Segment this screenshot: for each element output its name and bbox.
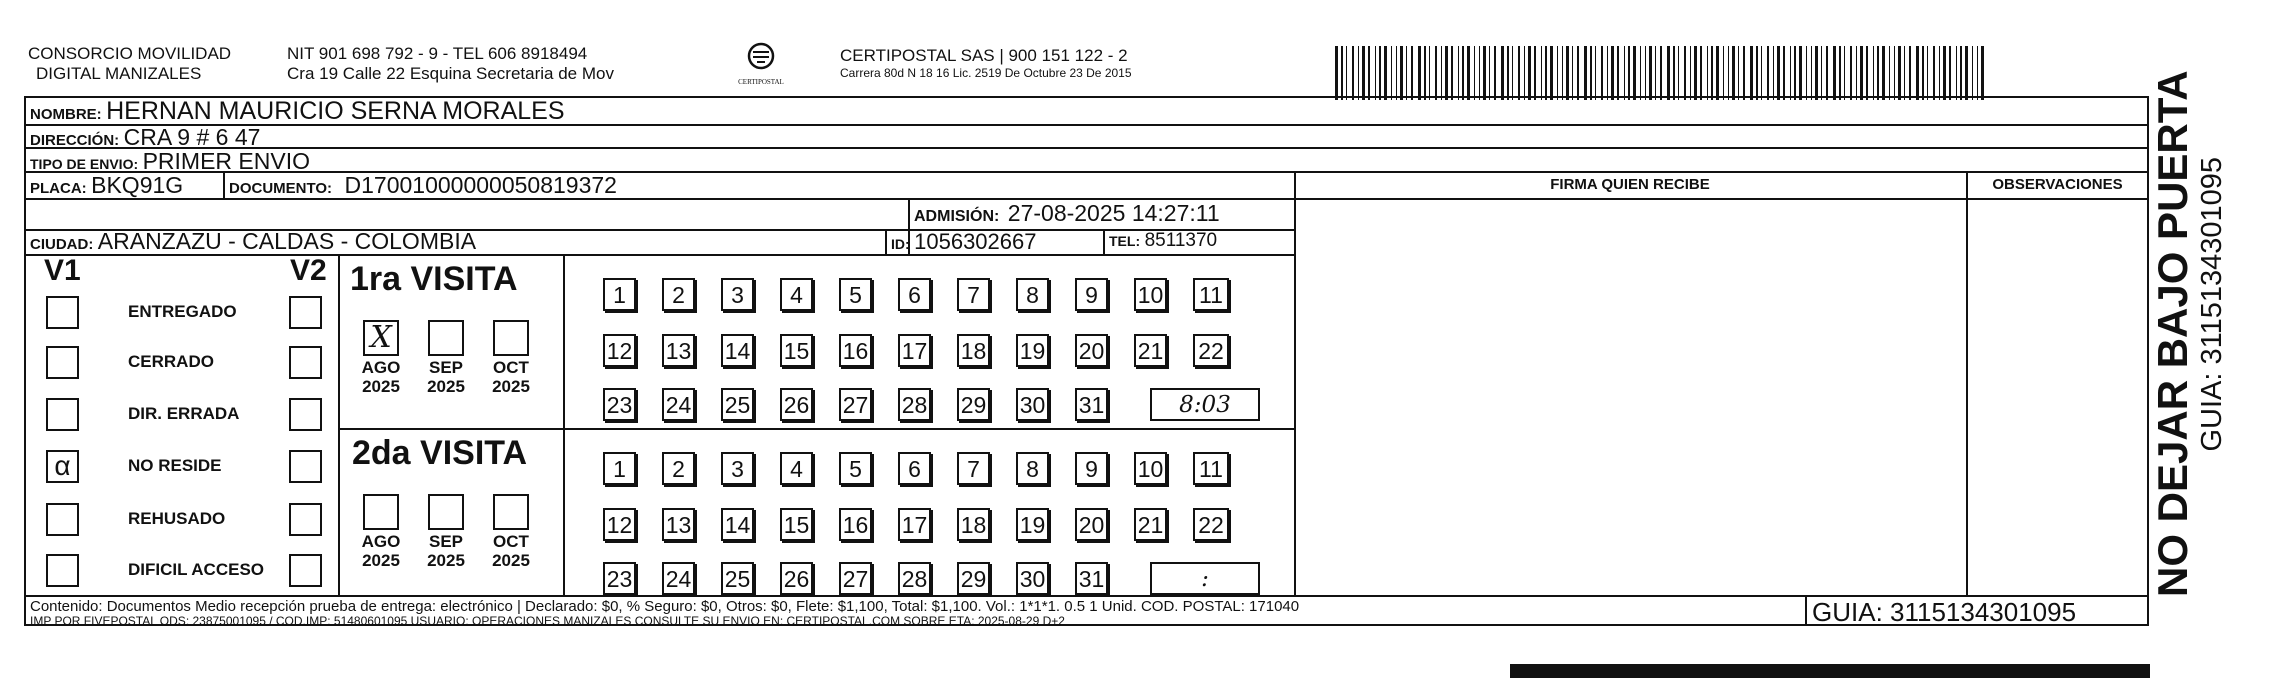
reason-label: ENTREGADO [128,302,237,321]
day-box[interactable]: 27 [839,388,872,421]
day-box[interactable]: 1 [603,452,636,485]
day-box[interactable]: 8 [1016,278,1049,311]
day-box[interactable]: 5 [839,452,872,485]
month-label: OCT 2025 [492,532,530,570]
v1-checkbox[interactable]: α [46,450,79,483]
day-box[interactable]: 4 [780,452,813,485]
reason-label: CERRADO [128,352,214,371]
side-notice [2149,70,2260,597]
barcode [1335,46,1990,100]
reason-label: DIR. ERRADA [128,404,240,423]
observations-area[interactable] [1968,200,2147,593]
address-label: DIRECCIÓN: [30,132,120,149]
city-label: CIUDAD: [30,236,94,253]
day-box[interactable]: 15 [780,508,813,541]
day-box[interactable]: 17 [898,334,931,367]
day-box[interactable]: 30 [1016,388,1049,421]
admission-value: 27-08-2025 14:27:11 [1007,200,1220,226]
do-not-leave-notice: NO DEJAR BAJO PUERTA [2149,70,2196,597]
day-box[interactable]: 22 [1193,508,1229,541]
day-box[interactable]: 31 [1075,388,1108,421]
day-box[interactable]: 3 [721,452,754,485]
month-label: OCT 2025 [492,358,530,396]
day-box[interactable]: 3 [721,278,754,311]
day-box[interactable]: 6 [898,452,931,485]
month-label: AGO 2025 [361,532,401,570]
side-guide-number: GUIA: 3115134301095 [2196,157,2228,452]
visit1-title: 1ra VISITA [350,260,518,298]
day-box[interactable]: 12 [603,334,636,367]
tel-value: 8511370 [1144,230,1218,251]
day-box[interactable]: 5 [839,278,872,311]
month-checkbox[interactable] [428,494,464,530]
bottom-bar [1510,664,2150,678]
v2-checkbox[interactable] [289,503,322,536]
day-box[interactable]: 4 [780,278,813,311]
day-box[interactable]: 16 [839,334,872,367]
month-label: SEP 2025 [427,358,465,396]
plate-value: BKQ91G [91,172,184,198]
day-box[interactable]: 15 [780,334,813,367]
v1-header: V1 [44,254,81,287]
day-box[interactable]: 2 [662,278,695,311]
day-box[interactable]: 11 [1193,278,1229,311]
reason-label: NO RESIDE [128,456,222,475]
tel-label: TEL: [1109,233,1141,249]
day-box[interactable]: 7 [957,278,990,311]
id-row [891,229,1036,255]
day-box[interactable]: 9 [1075,452,1108,485]
day-box[interactable]: 1 [603,278,636,311]
day-box[interactable]: 12 [603,508,636,541]
day-box[interactable]: 9 [1075,278,1108,311]
document-value: D17001000000050819372 [344,172,617,198]
footer-guide-number: GUIA: 3115134301095 [1812,597,2077,627]
reason-label: DIFICIL ACCESO [128,560,265,579]
day-box[interactable]: 21 [1134,508,1167,541]
day-box[interactable]: 21 [1134,334,1167,367]
svg-text:CERTIPOSTAL: CERTIPOSTAL [738,78,784,86]
day-box[interactable]: 26 [780,562,813,595]
day-box[interactable]: 24 [662,388,695,421]
day-box[interactable]: 29 [957,562,990,595]
document-row [229,172,617,199]
day-box[interactable]: 25 [721,388,754,421]
day-box[interactable]: 8 [1016,452,1049,485]
day-box[interactable]: 24 [662,562,695,595]
footer-contents: Contenido: Documentos Medio recepción prueba de entrega: electrónico | Declarado: $0, % Seguro: $0, Otros: $0, Flete: $1,100, Total: $1,100. Vol.: 1*1*1. 0.5 1 Unid. COD. POSTAL: 171040 [30,598,1300,615]
v1-checkbox[interactable] [46,346,79,379]
visit2-title: 2da VISITA [352,434,528,472]
v1-checkbox[interactable] [46,503,79,536]
v2-checkbox[interactable] [289,450,322,483]
signature-label: FIRMA QUIEN RECIBE [1550,176,1710,193]
day-box[interactable]: 29 [957,388,990,421]
day-box[interactable]: 31 [1075,562,1108,595]
day-box[interactable]: 10 [1134,278,1167,311]
plate-label: PLACA: [30,180,87,197]
v1-checkbox[interactable] [46,398,79,431]
v1-checkbox[interactable] [46,554,79,587]
day-box[interactable]: 23 [603,562,636,595]
reason-label: REHUSADO [128,509,226,528]
day-box[interactable]: 2 [662,452,695,485]
day-box[interactable]: 13 [662,508,695,541]
company-name: CONSORCIO MOVILIDAD DIGITAL MANIZALES [28,44,232,83]
day-box[interactable]: 11 [1193,452,1229,485]
certipostal-info: CERTIPOSTAL SAS | 900 151 122 - 2 Carrera 80d N 18 16 Lic. 2519 De Octubre 23 De 2015 [840,46,1132,80]
day-box[interactable]: 18 [957,508,990,541]
time-box[interactable]: : [1150,562,1260,595]
day-box[interactable]: 17 [898,508,931,541]
month-checkbox[interactable] [363,494,399,530]
day-box[interactable]: 14 [721,334,754,367]
document-label: DOCUMENTO: [229,180,333,197]
day-box[interactable]: 16 [839,508,872,541]
id-label: ID: [891,236,910,252]
time-box[interactable]: 8:03 [1150,388,1260,421]
address-value: CRA 9 # 6 47 [123,124,261,150]
day-box[interactable]: 19 [1016,334,1049,367]
v2-checkbox[interactable] [289,346,322,379]
month-checkbox[interactable] [493,494,529,530]
day-box[interactable]: 20 [1075,334,1108,367]
tel-row [1109,230,1217,252]
city-value: ARANZAZU - CALDAS - COLOMBIA [97,228,477,254]
day-box[interactable]: 23 [603,388,636,421]
certipostal-logo [732,40,790,90]
month-checkbox[interactable] [428,320,464,356]
plate-row [30,172,183,199]
id-value: 1056302667 [914,229,1037,254]
v2-checkbox[interactable] [289,554,322,587]
shipment-type-value: PRIMER ENVIO [142,148,310,174]
day-box[interactable]: 7 [957,452,990,485]
day-box[interactable]: 28 [898,388,931,421]
day-box[interactable]: 18 [957,334,990,367]
v2-header: V2 [290,254,327,287]
shipment-type-row [30,148,310,175]
recipient-name-label: NOMBRE: [30,106,102,123]
day-box[interactable]: 19 [1016,508,1049,541]
day-box[interactable]: 26 [780,388,813,421]
day-box[interactable]: 6 [898,278,931,311]
day-box[interactable]: 14 [721,508,754,541]
day-box[interactable]: 10 [1134,452,1167,485]
day-box[interactable]: 20 [1075,508,1108,541]
city-row [30,228,476,255]
company-nit: NIT 901 698 792 - 9 - TEL 606 8918494 Cra 19 Calle 22 Esquina Secretaria de Mov [287,44,614,83]
admission-row [914,200,1220,227]
day-box[interactable]: 28 [898,562,931,595]
day-box[interactable]: 27 [839,562,872,595]
day-box[interactable]: 25 [721,562,754,595]
month-label: AGO 2025 [361,358,401,396]
month-label: SEP 2025 [427,532,465,570]
day-box[interactable]: 30 [1016,562,1049,595]
recipient-name: HERNAN MAURICIO SERNA MORALES [106,97,565,125]
v2-checkbox[interactable] [289,398,322,431]
day-box[interactable]: 13 [662,334,695,367]
day-box[interactable]: 22 [1193,334,1229,367]
admission-label: ADMISIÓN: [914,208,1000,225]
shipment-type-label: TIPO DE ENVIO: [30,156,139,172]
v2-checkbox[interactable] [289,296,322,329]
month-checkbox[interactable]: X [363,320,399,356]
recipient-name-row [30,97,565,126]
signature-area[interactable] [1296,200,1964,593]
month-checkbox[interactable] [493,320,529,356]
address-row [30,124,260,151]
footer-print-info: IMP POR FIVEPOSTAL ODS: 23875001095 / COD.IMP: 51480601095 USUARIO: OPERACIONES MANIZALES CONSULTE SU ENVIO EN: CERTIPOSTAL.COM SOBRE ETA: 2025-08-29 D+2 [30,614,1065,628]
v1-checkbox[interactable] [46,296,79,329]
observations-label: OBSERVACIONES [1992,176,2123,193]
